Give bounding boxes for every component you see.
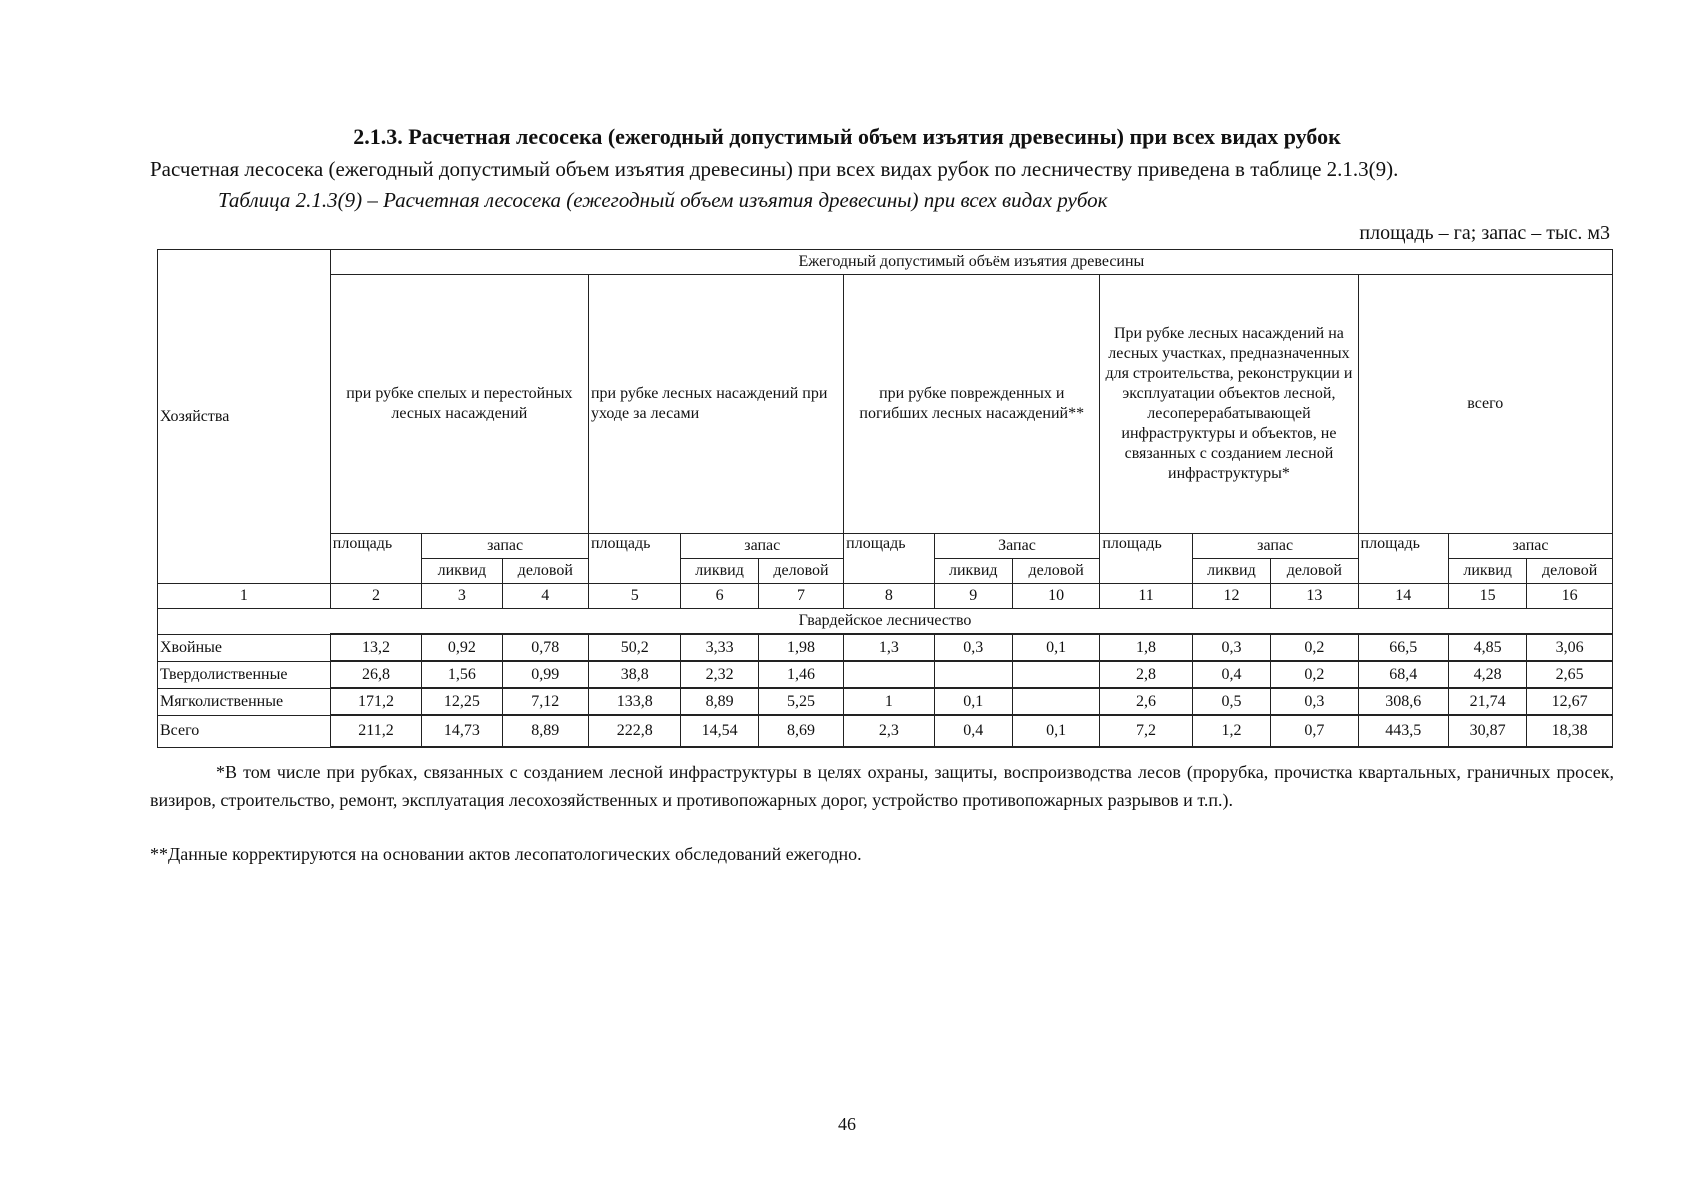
header-group-care [588, 275, 843, 534]
table-cell: 0,92 [422, 634, 502, 661]
row-label: Твердолиственные [158, 661, 331, 688]
header-area: площадь [330, 534, 421, 584]
header-business: деловой [1271, 559, 1358, 584]
column-number: 12 [1192, 584, 1270, 609]
table-cell: 50,2 [588, 634, 680, 661]
table-cell: 1,8 [1100, 634, 1192, 661]
header-business: деловой [1012, 559, 1099, 584]
table-cell [1012, 688, 1099, 715]
header-area: площадь [588, 534, 680, 584]
header-farms: Хозяйства [158, 250, 331, 584]
table-cell: 0,3 [1271, 688, 1358, 715]
table-cell: 1 [844, 688, 934, 715]
table-cell: 0,99 [502, 661, 588, 688]
header-group-damaged-text: при рубке поврежденных и погибших лесных насаждений** [859, 385, 1085, 422]
table-cell: 211,2 [330, 715, 421, 747]
header-liquid: ликвид [1448, 559, 1526, 584]
header-group-mature-text: при рубке спелых и перестойных лесных насаждений [346, 385, 573, 422]
table-cell: 0,78 [502, 634, 588, 661]
header-area: площадь [1358, 534, 1448, 584]
table-cell: 30,87 [1448, 715, 1526, 747]
column-number: 16 [1527, 584, 1613, 609]
row-label: Хвойные [158, 634, 331, 661]
table-cell: 26,8 [330, 661, 421, 688]
header-group-total [1358, 275, 1612, 534]
column-number: 5 [588, 584, 680, 609]
column-number: 3 [422, 584, 502, 609]
table-cell [934, 661, 1012, 688]
table-cell [844, 661, 934, 688]
table-row [158, 634, 1613, 661]
column-number: 14 [1358, 584, 1448, 609]
header-group-damaged [844, 275, 1100, 534]
table-cell: 1,2 [1192, 715, 1270, 747]
header-group-infrastructure-text: При рубке лесных насаждений на лесных участках, предназначенных для строительства, реконструкции и эксплуатации объектов лесной, лесоперерабатывающей инфраструктуры и объектов, не связанных с созданием лесной инфраструктуры* [1105, 325, 1353, 482]
row-label: Мягколиственные [158, 688, 331, 715]
header-group-title: Ежегодный допустимый объём изъятия древесины [330, 250, 1612, 275]
header-stock: Запас [934, 534, 1100, 559]
table-cell: 0,2 [1271, 634, 1358, 661]
header-stock: запас [422, 534, 589, 559]
header-area: площадь [844, 534, 934, 584]
header-liquid: ликвид [422, 559, 502, 584]
table-cell: 222,8 [588, 715, 680, 747]
table-cell: 8,89 [502, 715, 588, 747]
table-cell: 14,73 [422, 715, 502, 747]
table-cell: 0,4 [934, 715, 1012, 747]
footnote-damaged: **Данные корректируются на основании актов лесопатологических обследований ежегодно. [150, 844, 862, 864]
column-number: 13 [1271, 584, 1358, 609]
intro-paragraph: Расчетная лесосека (ежегодный допустимый объем изъятия древесины) при всех видах рубок по лесничеству приведена в таблице 2.1.3(9). [150, 157, 1399, 181]
column-number: 10 [1012, 584, 1099, 609]
table-cell: 0,3 [934, 634, 1012, 661]
column-number: 15 [1448, 584, 1526, 609]
column-number: 6 [681, 584, 758, 609]
table-cell: 4,28 [1448, 661, 1526, 688]
table-cell: 2,8 [1100, 661, 1192, 688]
table-cell: 171,2 [330, 688, 421, 715]
table-cell: 5,25 [758, 688, 843, 715]
table-cell: 308,6 [1358, 688, 1448, 715]
table-cell: 18,38 [1527, 715, 1613, 747]
table-cell: 0,7 [1271, 715, 1358, 747]
column-number: 2 [330, 584, 421, 609]
table-cell: 14,54 [681, 715, 758, 747]
column-number: 1 [158, 584, 331, 609]
header-stock: запас [681, 534, 844, 559]
table-cell: 2,3 [844, 715, 934, 747]
header-liquid: ликвид [934, 559, 1012, 584]
table-cell: 38,8 [588, 661, 680, 688]
table-cell: 0,5 [1192, 688, 1270, 715]
table-cell: 68,4 [1358, 661, 1448, 688]
table-cell: 133,8 [588, 688, 680, 715]
table-cell: 4,85 [1448, 634, 1526, 661]
table-cell: 1,3 [844, 634, 934, 661]
column-number: 7 [758, 584, 843, 609]
table-caption: Таблица 2.1.3(9) – Расчетная лесосека (ежегодный объем изъятия древесины) при всех видах рубок [218, 188, 1108, 212]
table-row [158, 661, 1613, 688]
table-cell: 3,33 [681, 634, 758, 661]
table-cell: 0,3 [1192, 634, 1270, 661]
header-business: деловой [758, 559, 843, 584]
header-liquid: ликвид [1192, 559, 1270, 584]
table-cell: 1,56 [422, 661, 502, 688]
row-label: Всего [158, 715, 331, 747]
table-row [158, 688, 1613, 715]
table-cell: 2,6 [1100, 688, 1192, 715]
units-note: площадь – га; запас – тыс. м3 [1359, 222, 1610, 244]
table-cell: 1,46 [758, 661, 843, 688]
footnote-infrastructure: *В том числе при рубках, связанных с созданием лесной инфраструктуры в целях охраны, защиты, воспроизводства лесов (прорубка, прочистка квартальных, граничных просек, визиров, строительство, ремонт, эксплуатация лесохозяйственных и противопожарных дорог, устройство противопожарных разрывов и т.п.). [150, 762, 1614, 810]
table-data-body [158, 634, 1613, 747]
table-cell: 443,5 [1358, 715, 1448, 747]
header-business: деловой [502, 559, 588, 584]
table-cell: 7,2 [1100, 715, 1192, 747]
header-liquid: ликвид [681, 559, 758, 584]
table-cell: 2,32 [681, 661, 758, 688]
header-area: площадь [1100, 534, 1192, 584]
column-number: 11 [1100, 584, 1192, 609]
column-number: 9 [934, 584, 1012, 609]
column-number: 8 [844, 584, 934, 609]
table-cell: 0,4 [1192, 661, 1270, 688]
table-cell: 8,69 [758, 715, 843, 747]
table-cell: 12,67 [1527, 688, 1613, 715]
allowable-cut-table [157, 249, 1613, 748]
table-cell: 8,89 [681, 688, 758, 715]
table-cell: 2,65 [1527, 661, 1613, 688]
table-cell: 0,2 [1271, 661, 1358, 688]
header-group-infrastructure [1100, 275, 1358, 534]
column-number-row [158, 584, 1613, 609]
header-stock: запас [1448, 534, 1612, 559]
table-cell: 13,2 [330, 634, 421, 661]
table-cell: 0,1 [1012, 715, 1099, 747]
table-cell: 1,98 [758, 634, 843, 661]
header-stock: запас [1192, 534, 1358, 559]
column-number: 4 [502, 584, 588, 609]
table-cell [1012, 661, 1099, 688]
table-row [158, 715, 1613, 747]
table-cell: 3,06 [1527, 634, 1613, 661]
header-group-mature [330, 275, 588, 534]
header-group-total-text: всего [1467, 395, 1504, 412]
header-group-care-text: при рубке лесных насаждений при уходе за лесами [590, 385, 828, 422]
section-heading: 2.1.3. Расчетная лесосека (ежегодный допустимый объем изъятия древесины) при всех видах рубок [353, 124, 1341, 149]
table-cell: 21,74 [1448, 688, 1526, 715]
table-cell: 12,25 [422, 688, 502, 715]
page-number: 46 [838, 1114, 856, 1134]
table-cell: 7,12 [502, 688, 588, 715]
section-row: Гвардейское лесничество [158, 609, 1613, 635]
header-business: деловой [1527, 559, 1613, 584]
table-cell: 0,1 [934, 688, 1012, 715]
table-cell: 66,5 [1358, 634, 1448, 661]
table-cell: 0,1 [1012, 634, 1099, 661]
